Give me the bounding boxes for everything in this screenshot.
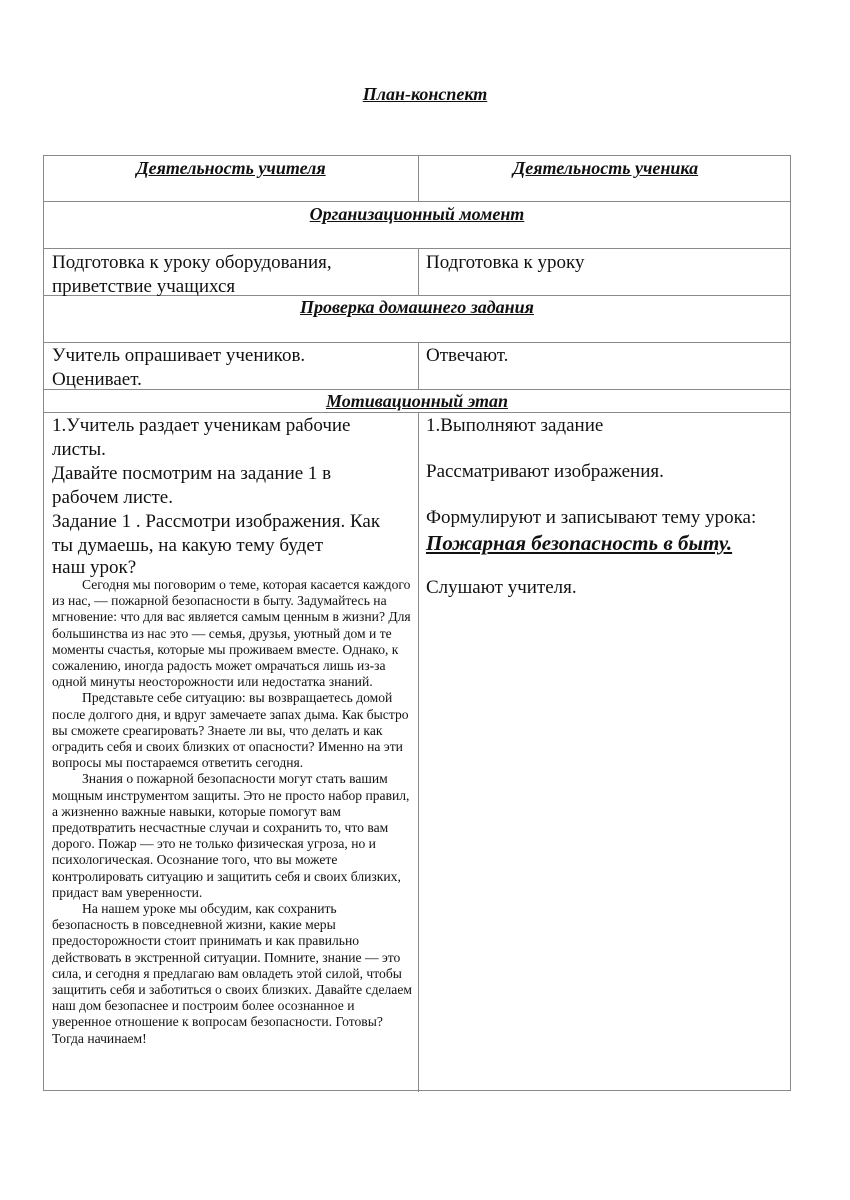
text-line: ты думаешь, на какую тему будет — [52, 535, 324, 556]
text-line: Слушают учителя. — [426, 577, 577, 598]
text-line: рабочем листе. — [52, 487, 173, 508]
row-divider — [44, 412, 790, 413]
row-divider — [44, 342, 790, 343]
text-line: Учитель опрашивает учеников. — [52, 345, 306, 366]
speech-paragraph: Знания о пожарной безопасности могут стать вашим мощным инструментом защиты. Это не просто набор правил, а жизненно важные навыки, которые помогут вам предотвратить несчастные случаи и сохранить то, что вам дорого. Пожар — это не только физическая угроза, но и психологическая. Осознание того, что вы можете контролировать ситуацию и защитить себя и своих близких, придаст вам уверенности. — [52, 771, 410, 900]
cell-homework-student — [426, 344, 786, 368]
text-line: Оценивает. — [52, 369, 142, 390]
cell-homework-teacher — [52, 344, 414, 392]
header-student: Деятельность ученика — [512, 158, 699, 178]
cell-organizational-teacher — [52, 251, 414, 299]
section-title-homework: Проверка домашнего задания — [300, 297, 534, 317]
row-divider — [44, 248, 790, 249]
row-divider — [44, 201, 790, 202]
text-line: Задание 1 . Рассмотри изображения. Как — [52, 511, 381, 532]
text-line: Отвечают. — [426, 345, 509, 366]
column-divider — [418, 412, 419, 1092]
text-line: Рассматривают изображения. — [426, 461, 664, 482]
text-line: 1.Учитель раздает ученикам рабочие — [52, 415, 351, 436]
text-line: приветствие учащихся — [52, 276, 236, 297]
speech-paragraph: Представьте себе ситуацию: вы возвращаетесь домой после долгого дня, и вдруг замечаете запах дыма. Как быстро вы сможете среагировать? Знаете ли вы, что делать и как оградить себя и своих близких от опасности? Именно на эти вопросы мы постараемся ответить сегодня. — [52, 690, 409, 771]
text-line: 1.Выполняют задание — [426, 415, 604, 436]
section-title-motivation: Мотивационный этап — [326, 391, 508, 411]
speech-paragraph: Сегодня мы поговорим о теме, которая касается каждого из нас, — пожарной безопасности в быту. Задумайтесь на мгновение: что для вас является самым ценным в жизни? Для большинства из нас это — семья, друзья, уютный дом и те моменты счастья, которые мы проживаем вместе. Однако, к сожалению, иногда радость может омрачаться лишь из-за одной минуты неосторожности или недостатка знаний. — [52, 577, 411, 690]
document-title: План-конспект — [362, 84, 488, 104]
text-line: Давайте посмотрим на задание 1 в — [52, 463, 332, 484]
lesson-plan-table — [43, 155, 791, 1091]
cell-motivation-student — [426, 414, 788, 600]
column-divider — [418, 248, 419, 295]
text-line: листы. — [52, 439, 106, 460]
cell-organizational-student — [426, 251, 786, 275]
text-line: Формулируют и записывают тему урока: — [426, 507, 757, 528]
text-line: наш урок? — [52, 557, 137, 578]
text-line: Подготовка к уроку оборудования, — [52, 252, 332, 273]
section-title-organizational: Организационный момент — [309, 204, 525, 224]
speech-paragraph: На нашем уроке мы обсудим, как сохранить безопасность в повседневной жизни, какие меры предосторожности стоит принимать и как правильно действовать в экстренной ситуации. Помните, знание — это сила, и сегодня я предлагаю вам овладеть этой силой, чтобы защитить себя и заботиться о своих близких. Давайте сделаем наш дом безопаснее и построим более осознанное и уверенное отношение к вопросам безопасности. Готовы? Тогда начинаем! — [52, 901, 412, 1046]
cell-motivation-teacher — [52, 414, 414, 1047]
header-teacher: Деятельность учителя — [136, 158, 326, 178]
lesson-topic: Пожарная безопасность в быту. — [426, 531, 733, 555]
column-divider — [418, 342, 419, 389]
text-line: Подготовка к уроку — [426, 252, 585, 273]
